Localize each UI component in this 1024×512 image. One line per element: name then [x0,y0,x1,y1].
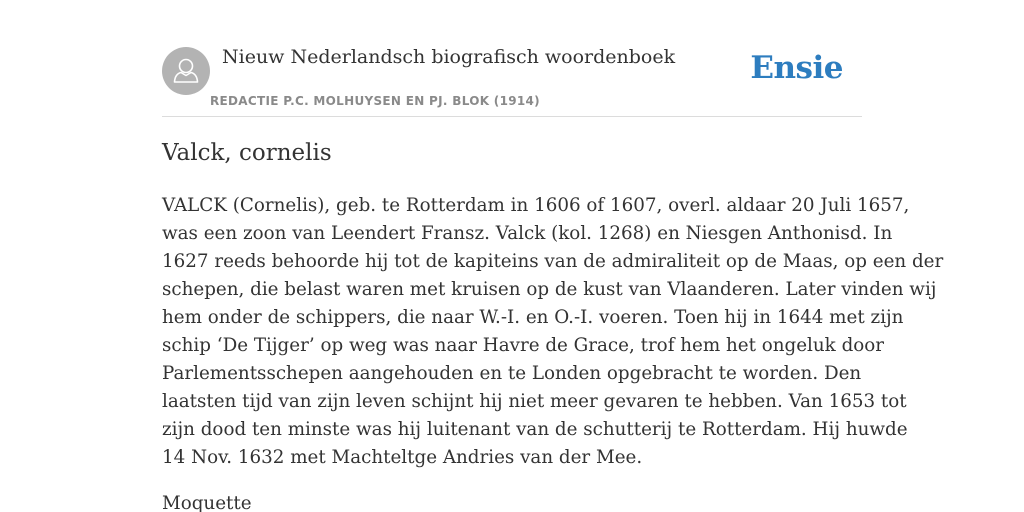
body-line: Parlementsschepen aangehouden en te Londen opgebracht te worden. Den [162,363,862,384]
body-line: 1627 reeds behoorde hij tot de kapiteins van de admiraliteit op de Maas, op een der [162,251,944,272]
body-line: zijn dood ten minste was hij luitenant van de schutterij te Rotterdam. Hij huwde [162,419,908,440]
entry-title: Valck, cornelis [162,140,332,166]
site-logo[interactable]: Ensie [750,50,843,86]
body-line: VALCK (Cornelis), geb. te Rotterdam in 1606 of 1607, overl. aldaar 20 Juli 1657, [162,195,910,216]
user-icon [162,47,210,95]
body-line: laatsten tijd van zijn leven schijnt hij niet meer gevaren te hebben. Van 1653 tot [162,391,907,412]
body-line: schip ‘De Tijger’ op weg was naar Havre de Grace, trof hem het ongeluk door [162,335,885,356]
body-line: hem onder de schippers, die naar W.-I. en O.-I. voeren. Toen hij in 1644 met zijn [162,307,904,328]
header [162,0,862,117]
body-line: was een zoon van Leendert Fransz. Valck (kol. 1268) en Niesgen Anthonisd. In [162,223,893,244]
author-name: Moquette [162,493,252,512]
book-title[interactable]: Nieuw Nederlandsch biografisch woordenboek [222,46,676,68]
body-line: 14 Nov. 1632 met Machteltge Andries van der Mee. [162,447,643,468]
body-line: schepen, die belast waren met kruisen op de kust van Vlaanderen. Later vinden wij [162,279,937,300]
entry-body [162,192,944,472]
editors-line: REDACTIE P.C. MOLHUYSEN EN PJ. BLOK (1914) [210,94,540,108]
avatar [162,47,210,95]
